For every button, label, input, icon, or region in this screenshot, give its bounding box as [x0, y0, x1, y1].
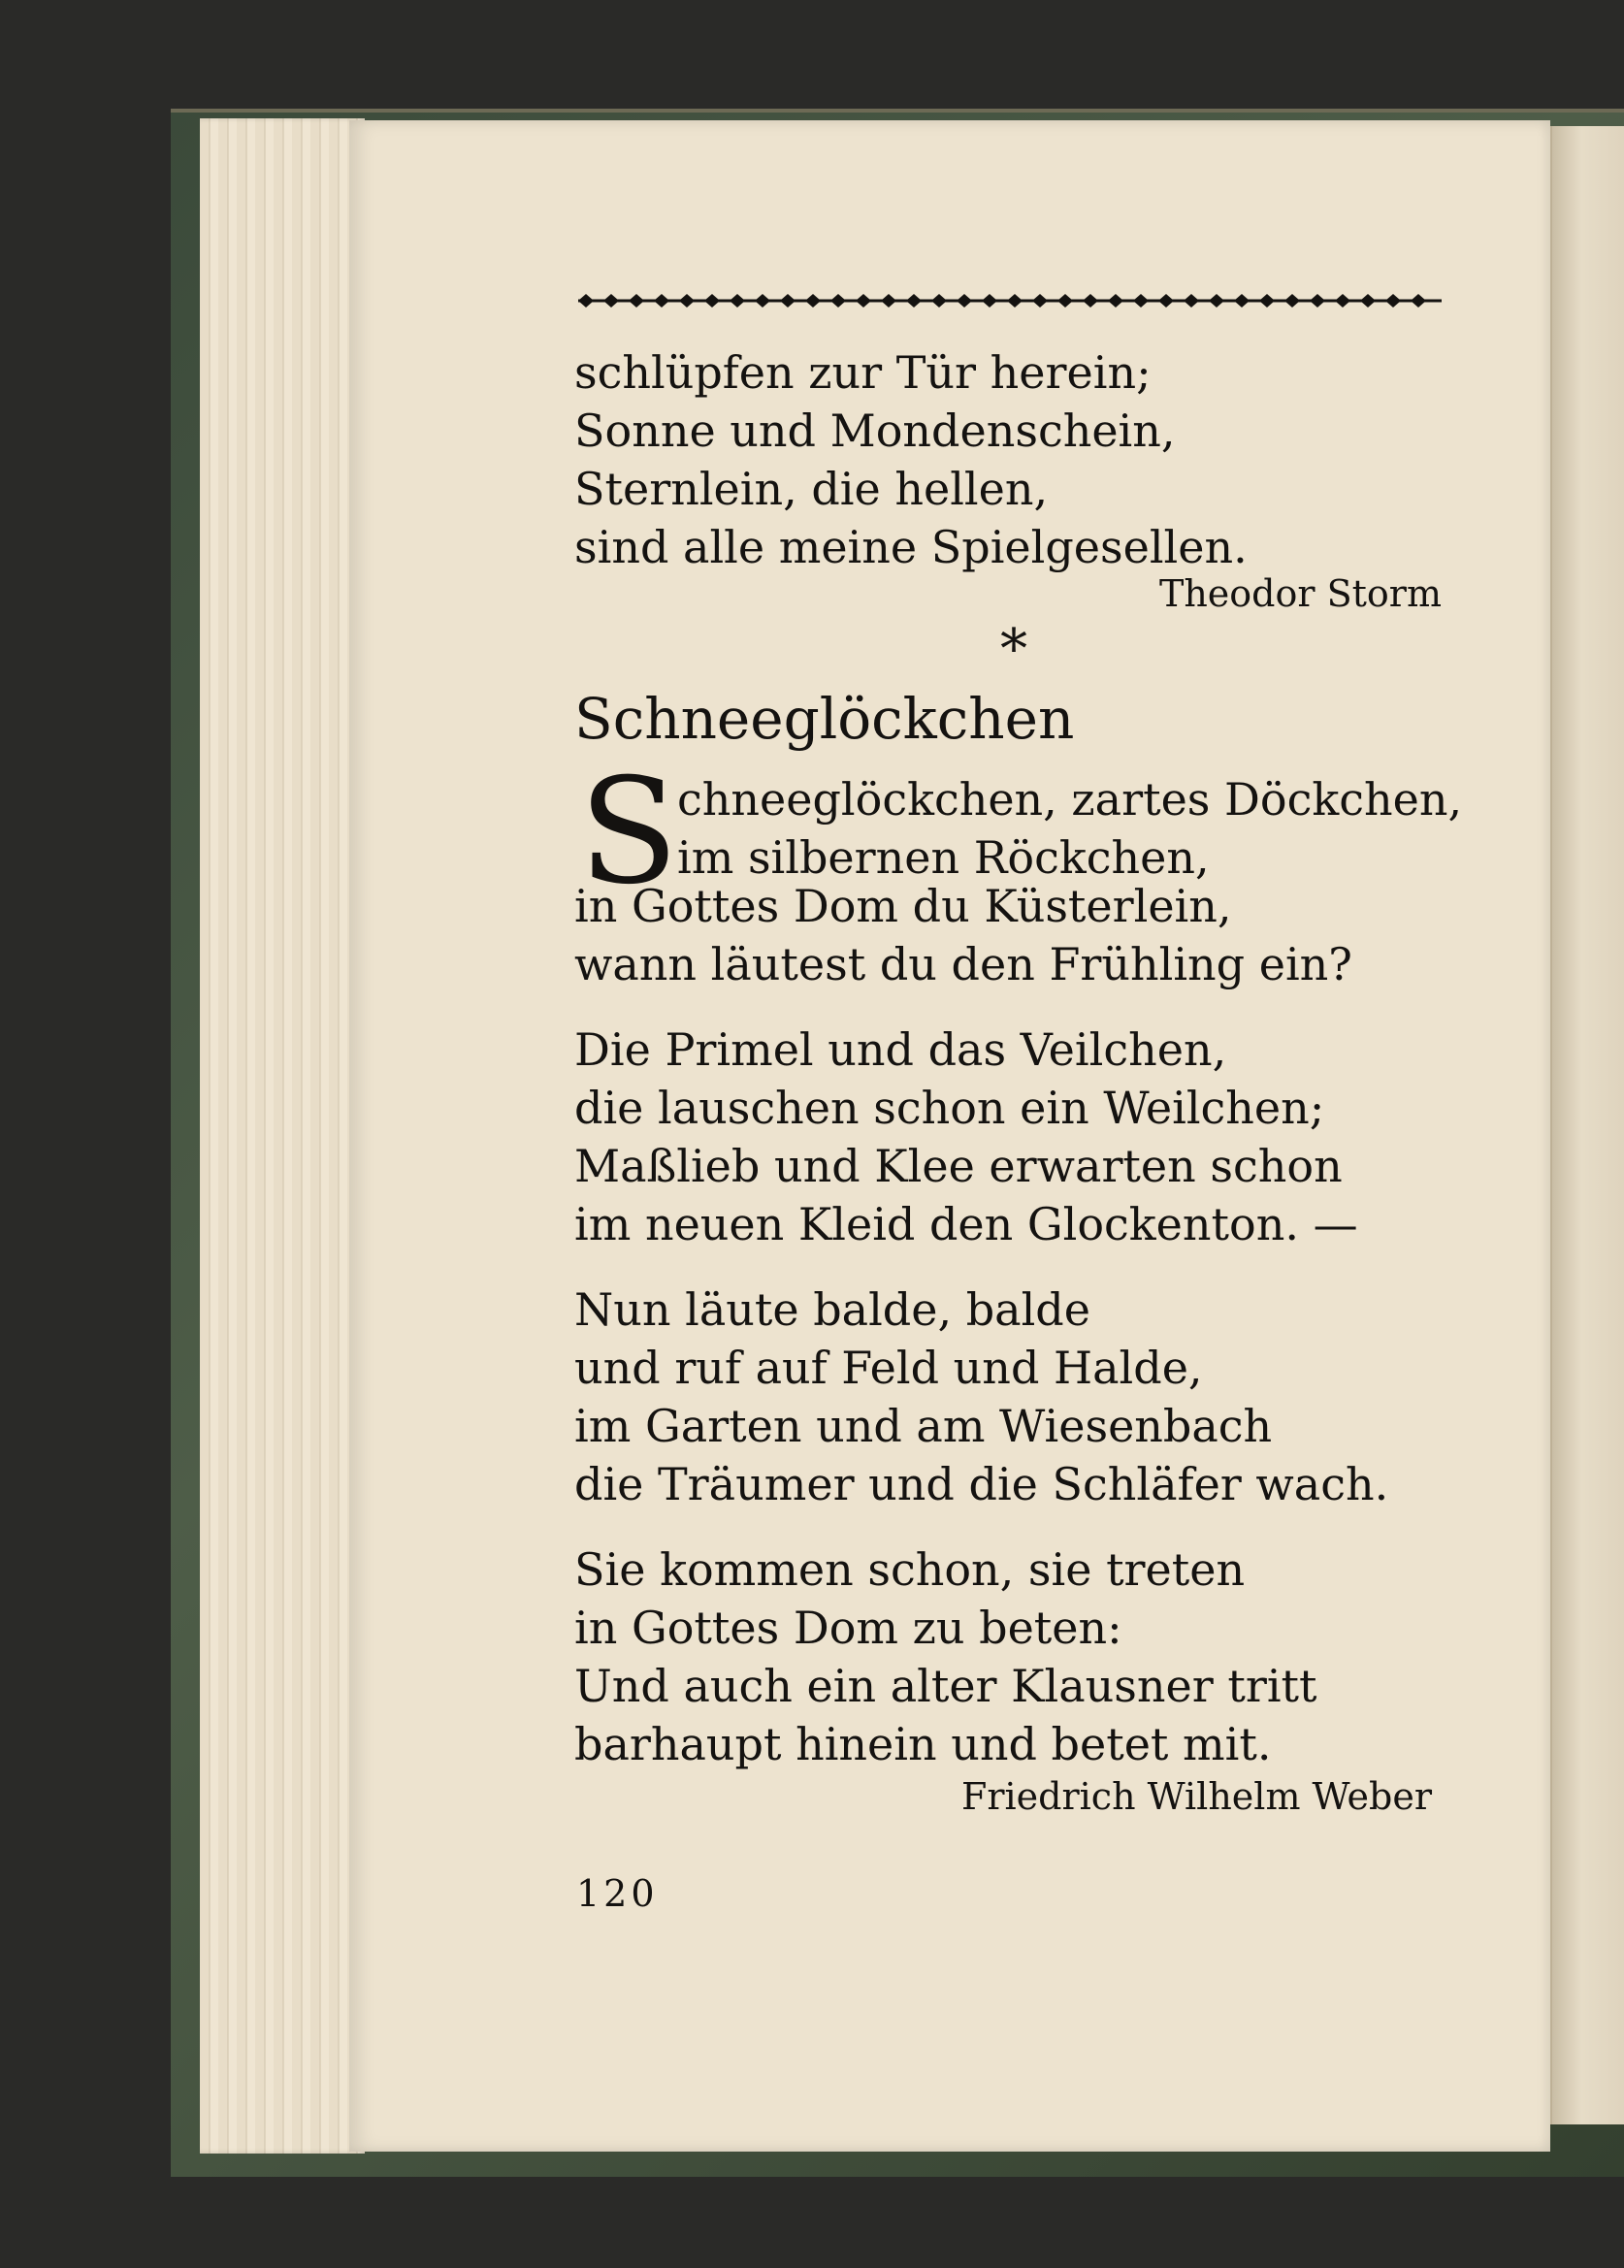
poem2-s1-line-1: chneeglöckchen, zartes Döckchen, — [677, 773, 1463, 826]
facing-page-edge — [1550, 126, 1624, 2124]
ornament-diamond — [1108, 294, 1123, 308]
ornament-diamond — [1032, 294, 1048, 308]
ornament-diamond — [679, 294, 695, 308]
ornament-diamond — [1360, 294, 1376, 308]
ornament-diamond — [1385, 294, 1401, 308]
ornament-diamond — [603, 294, 619, 308]
ornament-diamond — [578, 294, 594, 308]
ornament-diamond — [1007, 294, 1023, 308]
ornament-diamond — [805, 294, 821, 308]
ornament-diamond — [931, 294, 947, 308]
poem1-line-2: Sonne und Mondenschein, — [574, 405, 1176, 457]
ornament-diamond — [1209, 294, 1224, 308]
poem2-title: Schneeglöckchen — [574, 686, 1075, 752]
poem2-s1-line-3: in Gottes Dom du Küsterlein, — [574, 880, 1232, 932]
page-number: 120 — [576, 1872, 659, 1915]
ornament-diamond — [629, 294, 644, 308]
poem1-author: Theodor Storm — [1158, 572, 1442, 615]
ornament-diamond — [1284, 294, 1300, 308]
poem2-s3-line-3: im Garten und am Wiesenbach — [574, 1400, 1273, 1452]
ornament-diamond — [730, 294, 745, 308]
poem1-line-3: Sternlein, die hellen, — [574, 463, 1049, 515]
poem2-s1-line-4: wann läutest du den Frühling ein? — [574, 938, 1352, 990]
ornament-diamond — [704, 294, 720, 308]
ornament-diamond — [906, 294, 922, 308]
poem2-s2-line-1: Die Primel und das Veilchen, — [574, 1023, 1227, 1076]
ornament-diamond — [856, 294, 871, 308]
ornament-diamond — [1310, 294, 1325, 308]
poem2-s3-line-4: die Träumer und die Schläfer wach. — [574, 1458, 1389, 1510]
poem2-s2-line-4: im neuen Kleid den Glockenton. — — [574, 1198, 1358, 1250]
ornament-diamond — [881, 294, 896, 308]
ornament-diamond — [654, 294, 669, 308]
poem2-s4-line-2: in Gottes Dom zu beten: — [574, 1602, 1122, 1654]
ornament-border — [578, 291, 1442, 310]
poem1-line-1: schlüpfen zur Tür herein; — [574, 346, 1152, 399]
ornament-diamond — [1133, 294, 1149, 308]
ornament-diamond — [1184, 294, 1199, 308]
poem2-s4-line-3: Und auch ein alter Klausner tritt — [574, 1660, 1317, 1712]
poem2-s1-line-2: im silbernen Röckchen, — [677, 831, 1210, 884]
ornament-diamond — [957, 294, 972, 308]
poem2-s2-line-3: Maßlieb und Klee erwarten schon — [574, 1140, 1343, 1192]
ornament-diamond — [1083, 294, 1098, 308]
ornament-diamond — [755, 294, 770, 308]
ornament-diamond — [1234, 294, 1250, 308]
ornament-diamond — [1158, 294, 1174, 308]
ornament-diamond — [1057, 294, 1073, 308]
ornament-diamond — [780, 294, 796, 308]
ornament-diamond — [830, 294, 846, 308]
poem2-s4-line-4: barhaupt hinein und betet mit. — [574, 1718, 1272, 1770]
ornament-diamond — [982, 294, 997, 308]
poem2-s2-line-2: die lauschen schon ein Weilchen; — [574, 1082, 1325, 1134]
ornament-diamond — [1259, 294, 1275, 308]
poem2-author: Friedrich Wilhelm Weber — [960, 1775, 1432, 1818]
ornament-diamond — [1411, 294, 1426, 308]
poem2-s3-line-2: und ruf auf Feld und Halde, — [574, 1342, 1203, 1394]
poem1-line-4: sind alle meine Spielgesellen. — [574, 521, 1248, 573]
ornament-diamond — [1335, 294, 1350, 308]
section-separator: * — [1000, 618, 1027, 681]
poem2-s4-line-1: Sie kommen schon, sie treten — [574, 1543, 1246, 1596]
poem2-s3-line-1: Nun läute balde, balde — [574, 1283, 1090, 1336]
drop-cap: S — [578, 748, 679, 917]
page-edges — [200, 118, 365, 2154]
